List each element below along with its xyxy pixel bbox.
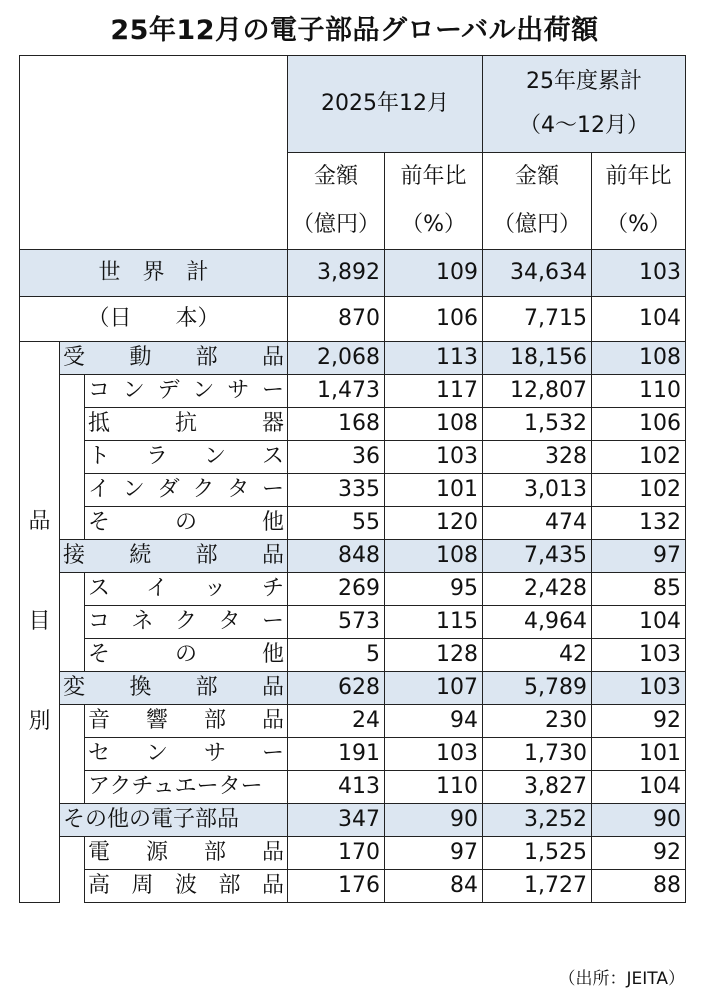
month-ratio: 120: [385, 507, 483, 540]
table-row: [20, 375, 686, 408]
item-label: [85, 474, 288, 507]
cum-amount: 18,156: [483, 342, 592, 375]
month-amount: 413: [288, 771, 385, 804]
label-chars: [88, 479, 284, 501]
label-chars: [63, 677, 284, 699]
table-row: [20, 474, 686, 507]
cum-amount: 7,435: [483, 540, 592, 573]
label-char: 他: [262, 642, 285, 667]
label-char: 続: [129, 543, 152, 568]
cum-amount: 3,252: [483, 804, 592, 837]
indent-cell: [60, 408, 85, 441]
label-char: ー: [262, 609, 285, 634]
side-label-char: 別: [28, 709, 51, 734]
label-chars: [88, 512, 284, 534]
label-char: イ: [146, 576, 169, 601]
cum-ratio: 110: [592, 375, 686, 408]
month-ratio: 103: [385, 738, 483, 771]
cum-amount: 1,727: [483, 870, 592, 903]
japan-month-amount: 870: [288, 297, 385, 342]
label-chars: [63, 545, 284, 567]
label-char: サ: [204, 741, 227, 766]
label-char: タ: [227, 477, 250, 502]
indent-cell: [60, 474, 85, 507]
label-char: 部: [195, 543, 218, 568]
month-amount: 848: [288, 540, 385, 573]
indent-cell: [60, 573, 85, 606]
month-ratio: 107: [385, 672, 483, 705]
label-chars: [88, 446, 284, 468]
japan-month-ratio: 106: [385, 297, 483, 342]
label-char: 他: [262, 510, 285, 535]
label-chars: [88, 842, 284, 864]
month-ratio: 101: [385, 474, 483, 507]
amount-header: 金額 （億円）: [288, 153, 385, 250]
world-total-label: 世 界 計: [20, 250, 288, 297]
period-cumulative-line1: 25年度累計: [526, 69, 643, 94]
category-label: [60, 342, 288, 375]
label-char: 周: [131, 873, 154, 898]
cum-amount: 2,428: [483, 573, 592, 606]
label-char: 波: [175, 873, 198, 898]
label-char: 換: [129, 675, 152, 700]
label-chars: [88, 644, 284, 666]
month-amount: 2,068: [288, 342, 385, 375]
label-char: ス: [262, 444, 285, 469]
cum-ratio: 108: [592, 342, 686, 375]
label-char: ッ: [204, 576, 227, 601]
category-label: [60, 540, 288, 573]
ratio-header: 前年比 （%）: [592, 153, 686, 250]
indent-cell: [60, 771, 85, 804]
label-char: 変: [63, 675, 86, 700]
label-chars: [88, 380, 284, 402]
month-amount: 191: [288, 738, 385, 771]
japan-row: [20, 297, 686, 342]
amount-header: 金額 （億円）: [483, 153, 592, 250]
label-char: ン: [204, 444, 227, 469]
world-month-ratio: 109: [385, 250, 483, 297]
label-char: 品: [261, 345, 284, 370]
label-char: 音: [88, 708, 111, 733]
label-char: ク: [192, 477, 215, 502]
label-chars: [63, 809, 284, 831]
cum-amount: 1,525: [483, 837, 592, 870]
category-row: [20, 804, 686, 837]
label-chars: [63, 347, 284, 369]
label-char: ラ: [146, 444, 169, 469]
month-amount: 36: [288, 441, 385, 474]
label-char: デ: [157, 378, 180, 403]
label-char: 源: [146, 840, 169, 865]
label-char: ン: [192, 378, 215, 403]
label-char: ン: [146, 741, 169, 766]
month-ratio: 128: [385, 639, 483, 672]
indent-cell: [60, 705, 85, 738]
indent-cell: [60, 639, 85, 672]
cum-ratio: 102: [592, 474, 686, 507]
label-char: そ: [88, 642, 111, 667]
label-chars: [88, 743, 284, 765]
table-row: [20, 408, 686, 441]
cum-amount: 328: [483, 441, 592, 474]
cum-amount: 4,964: [483, 606, 592, 639]
indent-cell: [60, 441, 85, 474]
cum-ratio: 104: [592, 771, 686, 804]
label-char: 部: [195, 345, 218, 370]
month-amount: 170: [288, 837, 385, 870]
label-char: ク: [175, 609, 198, 634]
cum-amount: 474: [483, 507, 592, 540]
label-char: の: [175, 510, 198, 535]
indent-cell: [60, 375, 85, 408]
ratio-header: 前年比 （%）: [385, 153, 483, 250]
month-amount: 573: [288, 606, 385, 639]
label-char: 電: [88, 840, 111, 865]
label-char: 部: [218, 873, 241, 898]
label-char: ダ: [157, 477, 180, 502]
label-chars: [88, 578, 284, 600]
cum-ratio: 85: [592, 573, 686, 606]
cum-amount: 12,807: [483, 375, 592, 408]
month-ratio: 108: [385, 408, 483, 441]
table-row: [20, 705, 686, 738]
label-char: タ: [218, 609, 241, 634]
period-cumulative-line2: （4～12月）: [519, 113, 650, 138]
label-char: ン: [122, 378, 145, 403]
cum-ratio: 92: [592, 705, 686, 738]
item-label: [85, 507, 288, 540]
label-char: チ: [262, 576, 285, 601]
item-label: [85, 771, 288, 804]
table-row: [20, 507, 686, 540]
item-label: [85, 738, 288, 771]
cum-amount: 3,013: [483, 474, 592, 507]
japan-cum-amount: 7,715: [483, 297, 592, 342]
table-row: [20, 606, 686, 639]
month-amount: 5: [288, 639, 385, 672]
indent-cell: [60, 837, 85, 870]
japan-label: （日 本）: [20, 297, 288, 342]
japan-cum-ratio: 104: [592, 297, 686, 342]
label-char: ン: [122, 477, 145, 502]
month-amount: 168: [288, 408, 385, 441]
month-amount: 176: [288, 870, 385, 903]
table-row: [20, 573, 686, 606]
label-char: 高: [88, 873, 111, 898]
side-label-char: 目: [28, 609, 51, 634]
cum-ratio: 103: [592, 639, 686, 672]
month-amount: 55: [288, 507, 385, 540]
item-label: [85, 573, 288, 606]
category-row: [20, 672, 686, 705]
category-label: [60, 672, 288, 705]
month-amount: 269: [288, 573, 385, 606]
label-char: 接: [63, 543, 86, 568]
table-row: [20, 837, 686, 870]
label-char: 品: [262, 840, 285, 865]
world-cum-ratio: 103: [592, 250, 686, 297]
month-ratio: 115: [385, 606, 483, 639]
cum-amount: 230: [483, 705, 592, 738]
label-char: コ: [88, 378, 111, 403]
item-label: [85, 705, 288, 738]
label-chars: [88, 611, 284, 633]
table-row: [20, 441, 686, 474]
cum-ratio: 104: [592, 606, 686, 639]
period-cumulative-header: [483, 56, 686, 153]
category-row: [20, 342, 686, 375]
header-row-1: [20, 56, 686, 153]
label-char: その他の電子部品: [63, 807, 240, 832]
cum-amount: 1,730: [483, 738, 592, 771]
cum-ratio: 132: [592, 507, 686, 540]
cum-amount: 5,789: [483, 672, 592, 705]
month-ratio: 84: [385, 870, 483, 903]
world-total-row: [20, 250, 686, 297]
source-note: （出所：JEITA）: [558, 969, 685, 989]
label-char: セ: [88, 741, 111, 766]
item-label: [85, 639, 288, 672]
cum-amount: 1,532: [483, 408, 592, 441]
indent-cell: [60, 870, 85, 903]
table-row: [20, 738, 686, 771]
label-char: イ: [88, 477, 111, 502]
label-char: コ: [88, 609, 111, 634]
table-row: [20, 870, 686, 903]
cum-ratio: 90: [592, 804, 686, 837]
label-char: 抵: [88, 411, 111, 436]
month-ratio: 108: [385, 540, 483, 573]
item-label: [85, 408, 288, 441]
label-char: ー: [262, 741, 285, 766]
label-char: 部: [204, 708, 227, 733]
label-char: ー: [261, 378, 284, 403]
indent-cell: [60, 606, 85, 639]
world-cum-amount: 34,634: [483, 250, 592, 297]
indent-cell: [60, 507, 85, 540]
label-char: 品: [262, 873, 285, 898]
page-title: 25年12月の電子部品グローバル出荷額: [110, 15, 599, 46]
item-label: [85, 375, 288, 408]
category-row: [20, 540, 686, 573]
month-ratio: 110: [385, 771, 483, 804]
cum-amount: 42: [483, 639, 592, 672]
label-char: そ: [88, 510, 111, 535]
month-ratio: 95: [385, 573, 483, 606]
month-amount: 24: [288, 705, 385, 738]
table-row: [20, 771, 686, 804]
cum-amount: 3,827: [483, 771, 592, 804]
label-char: 部: [204, 840, 227, 865]
cum-ratio: 103: [592, 672, 686, 705]
period-month-header: 2025年12月: [288, 56, 483, 153]
item-label: [85, 606, 288, 639]
table-row: [20, 639, 686, 672]
side-label: [20, 342, 60, 903]
label-char: ネ: [131, 609, 154, 634]
month-amount: 335: [288, 474, 385, 507]
month-amount: 628: [288, 672, 385, 705]
month-ratio: 94: [385, 705, 483, 738]
label-chars: [88, 710, 284, 732]
label-char: 品: [262, 708, 285, 733]
month-amount: 347: [288, 804, 385, 837]
corner-cell: [20, 56, 288, 250]
world-month-amount: 3,892: [288, 250, 385, 297]
label-char: 抗: [175, 411, 198, 436]
label-char: 品: [261, 543, 284, 568]
cum-ratio: 106: [592, 408, 686, 441]
shipment-table: [19, 55, 686, 903]
month-ratio: 90: [385, 804, 483, 837]
side-label-char: 品: [28, 509, 51, 534]
month-ratio: 97: [385, 837, 483, 870]
cum-ratio: 102: [592, 441, 686, 474]
item-label: [85, 441, 288, 474]
label-chars: [88, 776, 284, 798]
label-char: ー: [261, 477, 284, 502]
label-char: ト: [88, 444, 111, 469]
label-char: 動: [129, 345, 152, 370]
category-label: [60, 804, 288, 837]
cum-ratio: 101: [592, 738, 686, 771]
item-label: [85, 870, 288, 903]
month-ratio: 113: [385, 342, 483, 375]
month-ratio: 103: [385, 441, 483, 474]
label-char: 受: [63, 345, 86, 370]
indent-cell: [60, 738, 85, 771]
label-char: サ: [227, 378, 250, 403]
label-char: 器: [262, 411, 285, 436]
label-char: アクチュエーター: [88, 774, 263, 799]
label-char: ス: [88, 576, 111, 601]
label-chars: [88, 413, 284, 435]
label-char: の: [175, 642, 198, 667]
label-char: 品: [261, 675, 284, 700]
item-label: [85, 837, 288, 870]
month-ratio: 117: [385, 375, 483, 408]
cum-ratio: 92: [592, 837, 686, 870]
cum-ratio: 88: [592, 870, 686, 903]
cum-ratio: 97: [592, 540, 686, 573]
month-amount: 1,473: [288, 375, 385, 408]
label-char: 響: [146, 708, 169, 733]
label-char: 部: [195, 675, 218, 700]
label-chars: [88, 875, 284, 897]
